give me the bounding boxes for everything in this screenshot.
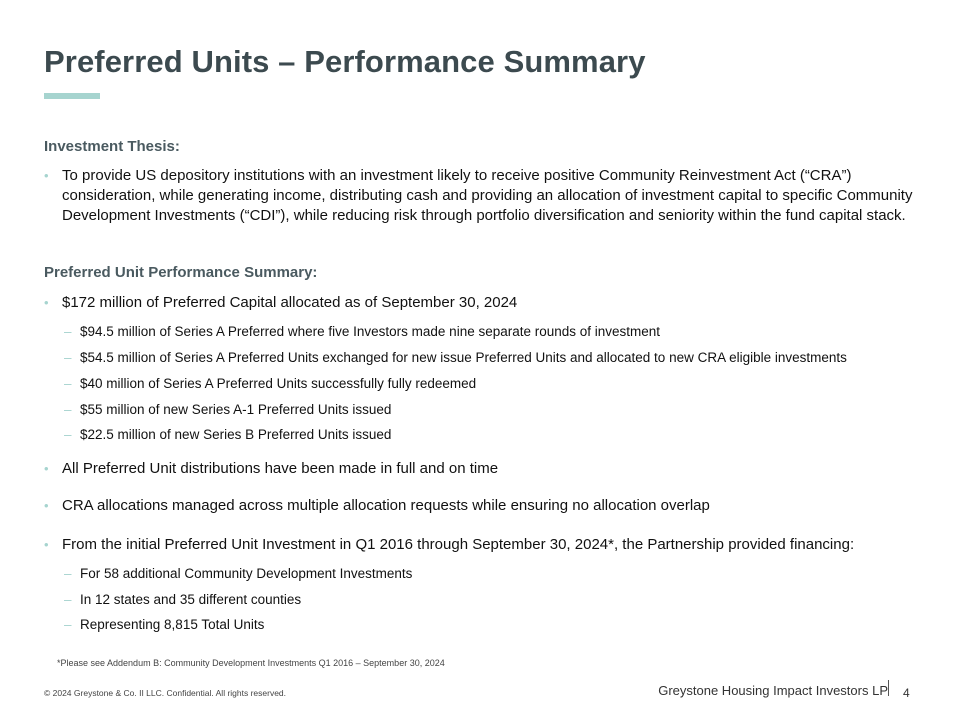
page-title: Preferred Units – Performance Summary (44, 44, 646, 79)
sub-bullet-text: $40 million of Series A Preferred Units successfully fully redeemed (80, 376, 477, 391)
dash-icon: – (64, 617, 72, 632)
summary-bullet-capital (44, 293, 924, 313)
footnote: *Please see Addendum B: Community Development Investments Q1 2016 – September 30, 2024 (57, 658, 445, 668)
bullet-text: $172 million of Preferred Capital allocated as of September 30, 2024 (62, 294, 518, 311)
bullet-dot-icon: • (44, 168, 49, 183)
thesis-bullet (44, 166, 924, 226)
sub-bullet-text: $55 million of new Series A-1 Preferred Units issued (80, 402, 392, 417)
bullet-dot-icon: • (44, 498, 49, 513)
thesis-heading: Investment Thesis: (44, 138, 180, 155)
page-number: 4 (903, 686, 910, 700)
bullet-text: All Preferred Unit distributions have been made in full and on time (62, 460, 499, 477)
bullet-dot-icon: • (44, 537, 49, 552)
sub-bullet (64, 616, 934, 634)
summary-bullet-distributions (44, 459, 924, 479)
dash-icon: – (64, 350, 72, 365)
title-accent-bar (44, 93, 100, 99)
sub-bullet-text: $54.5 million of Series A Preferred Units exchanged for new issue Preferred Units and allocated to new CRA eligible investments (80, 350, 847, 365)
sub-bullet (64, 349, 934, 367)
summary-bullet-cra (44, 496, 924, 516)
summary-bullet-financing (44, 535, 924, 555)
sub-bullet (64, 375, 934, 393)
dash-icon: – (64, 427, 72, 442)
dash-icon: – (64, 402, 72, 417)
bullet-dot-icon: • (44, 295, 49, 310)
dash-icon: – (64, 592, 72, 607)
bullet-text: CRA allocations managed across multiple allocation requests while ensuring no allocation overlap (62, 497, 710, 514)
sub-bullet (64, 426, 934, 444)
sub-bullet-text: $22.5 million of new Series B Preferred Units issued (80, 427, 392, 442)
sub-bullet-text: In 12 states and 35 different counties (80, 592, 302, 607)
bullet-text: From the initial Preferred Unit Investment in Q1 2016 through September 30, 2024*, the Partnership provided financing: (62, 536, 855, 553)
thesis-bullet-text: To provide US depository institutions with an investment likely to receive positive Community Reinvestment Act (“CRA”) consideration, while generating income, distributing cash and providing an allocation of investment capital to specific Community Development Investments (“CDI”), while reducing risk through portfolio diversification and seniority within the fund capital stack. (62, 167, 913, 224)
sub-bullet (64, 401, 934, 419)
sub-bullet-text: For 58 additional Community Development Investments (80, 566, 413, 581)
dash-icon: – (64, 376, 72, 391)
footer-divider (888, 680, 889, 696)
summary-heading: Preferred Unit Performance Summary: (44, 264, 318, 281)
dash-icon: – (64, 324, 72, 339)
dash-icon: – (64, 566, 72, 581)
sub-bullet (64, 323, 934, 341)
bullet-dot-icon: • (44, 461, 49, 476)
sub-bullet-text: $94.5 million of Series A Preferred where five Investors made nine separate rounds of investment (80, 324, 661, 339)
sub-bullet-text: Representing 8,815 Total Units (80, 617, 265, 632)
copyright-notice: © 2024 Greystone & Co. II LLC. Confidential. All rights reserved. (44, 688, 287, 698)
sub-bullet (64, 565, 934, 583)
brand-name: Greystone Housing Impact Investors LP (658, 683, 888, 698)
sub-bullet (64, 591, 934, 609)
